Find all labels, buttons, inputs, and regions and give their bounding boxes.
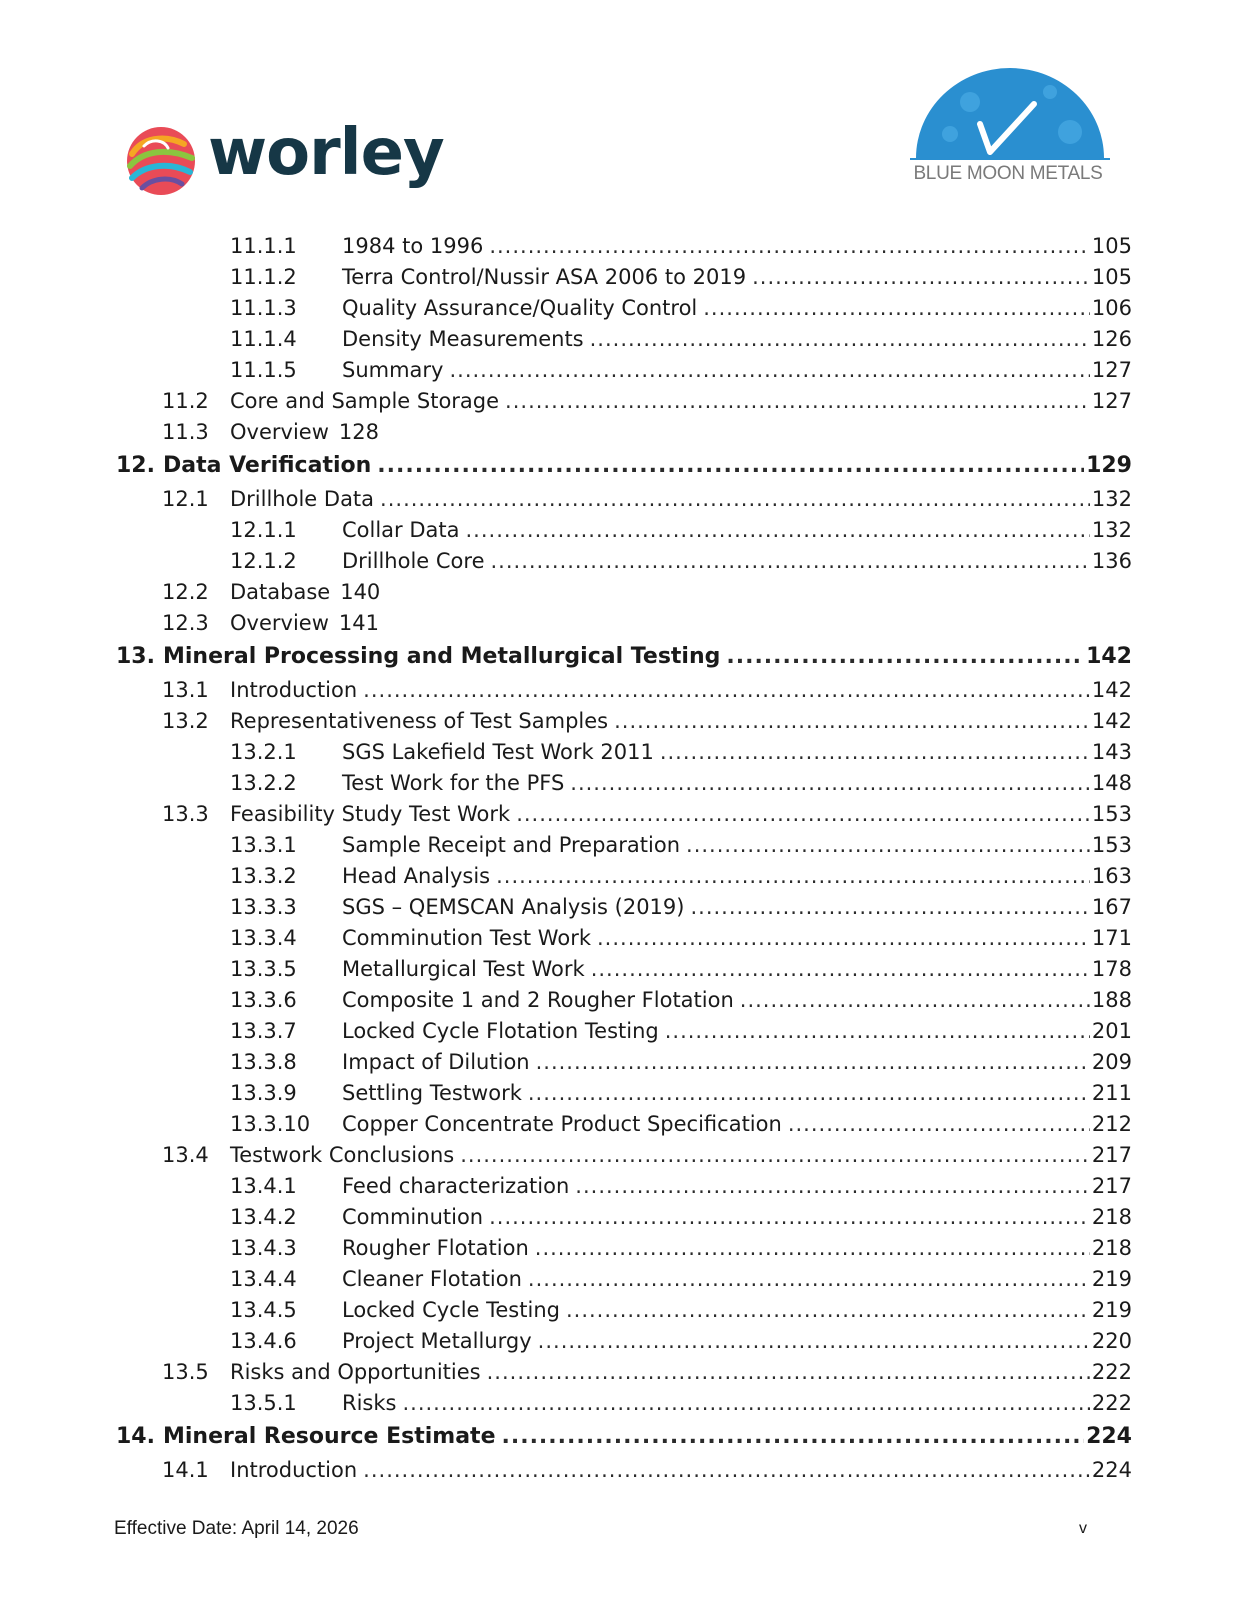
toc-entry-number: 13.3.9 [230, 1081, 297, 1105]
toc-entry-title: Cleaner Flotation [342, 1267, 522, 1291]
toc-dot-leader [460, 1140, 1090, 1171]
toc-entry-number: 13.3.2 [230, 864, 297, 888]
toc-entry-number: 13.4.6 [230, 1329, 297, 1353]
toc-entry[interactable] [116, 546, 1132, 577]
toc-dot-leader [535, 1233, 1090, 1264]
toc-entry-number: 13.2.2 [230, 771, 297, 795]
toc-entry-page: 132 [1091, 487, 1132, 511]
toc-entry-page: 153 [1091, 802, 1132, 826]
toc-entry-page: 218 [1091, 1205, 1132, 1229]
toc-dot-leader [502, 1419, 1085, 1455]
toc-entry-page: 143 [1091, 740, 1132, 764]
toc-entry-number: 12.2 [162, 580, 209, 604]
toc-entry[interactable] [116, 923, 1132, 954]
toc-dot-leader [703, 293, 1090, 324]
toc-entry-title: Density Measurements [342, 327, 584, 351]
toc-entry-page: 142 [1086, 644, 1132, 669]
toc-entry-title: Mineral Processing and Metallurgical Testing [162, 644, 721, 669]
toc-entry[interactable] [116, 799, 1132, 830]
toc-entry[interactable] [116, 1140, 1132, 1171]
toc-entry-title: SGS Lakefield Test Work 2011 [342, 740, 654, 764]
toc-entry-page: 171 [1091, 926, 1132, 950]
toc-dot-leader [489, 231, 1090, 262]
toc-entry-title: Composite 1 and 2 Rougher Flotation [342, 988, 734, 1012]
toc-entry[interactable] [116, 1295, 1132, 1326]
blue-moon-metals-logo [910, 62, 1110, 192]
toc-dot-leader [570, 768, 1090, 799]
toc-entry[interactable] [116, 1326, 1132, 1357]
toc-entry-title: Representativeness of Test Samples [230, 709, 609, 733]
toc-dot-leader [466, 515, 1090, 546]
toc-entry-title: Impact of Dilution [342, 1050, 530, 1074]
toc-entry-title: Database [230, 580, 331, 604]
toc-dot-leader [614, 706, 1090, 737]
toc-entry-title: 1984 to 1996 [342, 234, 484, 258]
blue-moon-metals-logo-text: BLUE MOON METALS [913, 163, 1103, 184]
toc-entry-number: 13.3.4 [230, 926, 297, 950]
toc-entry-number: 13.2.1 [230, 740, 297, 764]
toc-entry-number: 12.1 [162, 487, 209, 511]
toc-entry-number: 13.3.5 [230, 957, 297, 981]
toc-dot-leader [726, 639, 1084, 675]
toc-dot-leader [740, 985, 1090, 1016]
toc-entry-page: 188 [1091, 988, 1132, 1012]
toc-entry[interactable] [116, 892, 1132, 923]
toc-entry[interactable] [116, 1109, 1132, 1140]
toc-entry-page: 224 [1091, 1458, 1132, 1482]
toc-entry-title: Drillhole Data [230, 487, 375, 511]
toc-entry-title: Risks and Opportunities [230, 1360, 481, 1384]
toc-entry-number: 13.3.1 [230, 833, 297, 857]
toc-entry-number: 13.3.7 [230, 1019, 297, 1043]
moon-dome-icon [910, 62, 1110, 162]
toc-entry[interactable] [116, 1388, 1132, 1419]
toc-entry-page: 129 [1086, 453, 1132, 478]
toc-entry-page: 127 [1091, 389, 1132, 413]
toc-entry-title: Copper Concentrate Product Specification [342, 1112, 782, 1136]
toc-dot-leader [690, 892, 1089, 923]
toc-entry[interactable] [116, 1357, 1132, 1388]
toc-entry-page: 136 [1091, 549, 1132, 573]
toc-entry[interactable] [116, 417, 1132, 448]
toc-entry-title: Rougher Flotation [342, 1236, 529, 1260]
toc-entry-title: Testwork Conclusions [230, 1143, 455, 1167]
toc-entry[interactable] [116, 954, 1132, 985]
toc-entry-title: Locked Cycle Testing [342, 1298, 560, 1322]
toc-entry-page: 141 [338, 611, 379, 635]
toc-entry-page: 209 [1091, 1050, 1132, 1074]
toc-entry-title: Core and Sample Storage [230, 389, 500, 413]
toc-entry-page: 127 [1091, 358, 1132, 382]
toc-dot-leader [487, 1357, 1090, 1388]
toc-entry-number: 13.4.3 [230, 1236, 297, 1260]
toc-entry-number: 12. [116, 453, 155, 478]
toc-entry-number: 13.1 [162, 678, 209, 702]
toc-entry-page: 105 [1091, 265, 1132, 289]
toc-dot-leader [788, 1109, 1090, 1140]
toc-dot-leader [665, 1016, 1090, 1047]
toc-entry-number: 13.3.3 [230, 895, 297, 919]
toc-entry-number: 11.1.2 [230, 265, 297, 289]
toc-entry-title: Summary [342, 358, 444, 382]
toc-entry-title: Comminution [342, 1205, 484, 1229]
toc-entry-page: 222 [1091, 1360, 1132, 1384]
toc-entry-title: Drillhole Core [342, 549, 485, 573]
toc-entry-number: 12.1.2 [230, 549, 297, 573]
toc-entry-number: 13.4.2 [230, 1205, 297, 1229]
toc-dot-leader [449, 355, 1089, 386]
toc-entry-page: 218 [1091, 1236, 1132, 1260]
toc-entry-page: 212 [1091, 1112, 1132, 1136]
toc-dot-leader [516, 799, 1090, 830]
toc-entry-title: Feed characterization [342, 1174, 570, 1198]
toc-entry-title: Sample Receipt and Preparation [342, 833, 681, 857]
worley-logo-text: worley [208, 116, 444, 190]
toc-entry-page: 153 [1091, 833, 1132, 857]
toc-entry-page: 217 [1091, 1143, 1132, 1167]
toc-entry-page: 220 [1091, 1329, 1132, 1353]
toc-entry-page: 140 [340, 580, 381, 604]
toc-dot-leader [377, 448, 1084, 484]
toc-dot-leader [363, 1455, 1090, 1486]
toc-dot-leader [590, 324, 1090, 355]
toc-entry-title: Terra Control/Nussir ASA 2006 to 2019 [342, 265, 747, 289]
toc-entry-page: 201 [1091, 1019, 1132, 1043]
toc-dot-leader [660, 737, 1090, 768]
toc-entry-number: 12.3 [162, 611, 209, 635]
toc-entry[interactable] [116, 324, 1132, 355]
toc-entry[interactable] [116, 1078, 1132, 1109]
toc-entry-title: Settling Testwork [342, 1081, 522, 1105]
toc-entry-page: 167 [1091, 895, 1132, 919]
toc-entry[interactable] [116, 386, 1132, 417]
toc-entry-number: 13.4.5 [230, 1298, 297, 1322]
toc-dot-leader [686, 830, 1090, 861]
toc-entry-title: Data Verification [162, 453, 372, 478]
toc-entry-number: 13.5 [162, 1360, 209, 1384]
toc-entry[interactable] [116, 706, 1132, 737]
toc-entry[interactable] [116, 231, 1132, 262]
footer-page-number: v [1079, 1520, 1087, 1537]
toc-entry[interactable] [116, 639, 1132, 675]
toc-entry-page: 126 [1091, 327, 1132, 351]
table-of-contents [116, 231, 1132, 1486]
toc-entry-number: 13.3.10 [230, 1112, 311, 1136]
toc-entry-title: Collar Data [342, 518, 460, 542]
toc-entry-number: 14.1 [162, 1458, 209, 1482]
toc-entry[interactable] [116, 1264, 1132, 1295]
toc-entry-number: 13.3.8 [230, 1050, 297, 1074]
toc-entry-number: 12.1.1 [230, 518, 297, 542]
toc-dot-leader [566, 1295, 1090, 1326]
toc-entry-title: Mineral Resource Estimate [162, 1424, 496, 1449]
toc-entry[interactable] [116, 768, 1132, 799]
toc-entry-title: Quality Assurance/Quality Control [342, 296, 698, 320]
toc-dot-leader [597, 923, 1090, 954]
toc-dot-leader [528, 1264, 1090, 1295]
toc-entry-number: 13.2 [162, 709, 209, 733]
toc-entry-number: 13.4.1 [230, 1174, 297, 1198]
toc-dot-leader [402, 1388, 1089, 1419]
toc-entry-page: 219 [1091, 1298, 1132, 1322]
toc-entry[interactable] [116, 1016, 1132, 1047]
toc-entry-number: 13.3.6 [230, 988, 297, 1012]
toc-dot-leader [363, 675, 1090, 706]
toc-entry-page: 142 [1091, 678, 1132, 702]
toc-entry[interactable] [116, 830, 1132, 861]
toc-entry-number: 13.3 [162, 802, 209, 826]
toc-entry-title: Feasibility Study Test Work [230, 802, 511, 826]
toc-entry-title: Locked Cycle Flotation Testing [342, 1019, 659, 1043]
toc-entry-number: 11.3 [162, 420, 209, 444]
toc-entry-page: 217 [1091, 1174, 1132, 1198]
toc-entry-number: 13.5.1 [230, 1391, 297, 1415]
toc-entry[interactable] [116, 577, 1132, 608]
toc-entry-number: 13.4 [162, 1143, 209, 1167]
toc-dot-leader [591, 954, 1090, 985]
toc-entry-page: 163 [1091, 864, 1132, 888]
toc-entry[interactable] [116, 985, 1132, 1016]
toc-dot-leader [538, 1326, 1090, 1357]
toc-entry-number: 11.1.1 [230, 234, 297, 258]
toc-dot-leader [505, 386, 1090, 417]
toc-entry-page: 224 [1086, 1424, 1132, 1449]
toc-entry-page: 211 [1091, 1081, 1132, 1105]
toc-dot-leader [496, 861, 1090, 892]
toc-entry[interactable] [116, 1419, 1132, 1455]
toc-entry-title: Metallurgical Test Work [342, 957, 585, 981]
toc-entry[interactable] [116, 1171, 1132, 1202]
toc-entry-page: 148 [1091, 771, 1132, 795]
toc-entry-page: 105 [1091, 234, 1132, 258]
toc-entry[interactable] [116, 448, 1132, 484]
toc-entry-number: 11.1.5 [230, 358, 297, 382]
toc-dot-leader [536, 1047, 1090, 1078]
toc-entry[interactable] [116, 515, 1132, 546]
toc-entry-number: 13. [116, 644, 155, 669]
toc-entry-page: 219 [1091, 1267, 1132, 1291]
toc-entry[interactable] [116, 1455, 1132, 1486]
worley-swirl-icon [124, 124, 198, 198]
toc-entry-title: SGS – QEMSCAN Analysis (2019) [342, 895, 685, 919]
toc-entry[interactable] [116, 1233, 1132, 1264]
toc-entry[interactable] [116, 861, 1132, 892]
toc-entry-title: Overview [230, 611, 329, 635]
toc-entry[interactable] [116, 608, 1132, 639]
toc-entry-title: Introduction [230, 1458, 358, 1482]
toc-entry-page: 178 [1091, 957, 1132, 981]
toc-dot-leader [575, 1171, 1090, 1202]
toc-entry[interactable] [116, 484, 1132, 515]
toc-entry[interactable] [116, 1202, 1132, 1233]
toc-entry[interactable] [116, 355, 1132, 386]
toc-entry-number: 14. [116, 1424, 155, 1449]
toc-entry-title: Test Work for the PFS [342, 771, 565, 795]
toc-entry-page: 142 [1091, 709, 1132, 733]
toc-dot-leader [528, 1078, 1090, 1109]
toc-entry-page: 132 [1091, 518, 1132, 542]
toc-entry-number: 11.1.3 [230, 296, 297, 320]
toc-dot-leader [489, 1202, 1090, 1233]
toc-entry[interactable] [116, 262, 1132, 293]
toc-dot-leader [380, 484, 1090, 515]
toc-entry-title: Overview [230, 420, 329, 444]
toc-entry[interactable] [116, 1047, 1132, 1078]
toc-entry[interactable] [116, 293, 1132, 324]
toc-entry[interactable] [116, 675, 1132, 706]
footer-effective-date: Effective Date: April 14, 2026 [114, 1518, 359, 1539]
toc-entry-page: 128 [338, 420, 379, 444]
toc-entry-page: 106 [1091, 296, 1132, 320]
toc-entry-title: Project Metallurgy [342, 1329, 532, 1353]
toc-entry-number: 11.1.4 [230, 327, 297, 351]
toc-entry-title: Comminution Test Work [342, 926, 591, 950]
toc-entry-title: Head Analysis [342, 864, 491, 888]
toc-dot-leader [752, 262, 1090, 293]
worley-logo [124, 116, 444, 202]
toc-dot-leader [491, 546, 1090, 577]
toc-entry-number: 11.2 [162, 389, 209, 413]
toc-entry[interactable] [116, 737, 1132, 768]
toc-entry-page: 222 [1091, 1391, 1132, 1415]
toc-entry-title: Risks [342, 1391, 397, 1415]
toc-entry-number: 13.4.4 [230, 1267, 297, 1291]
toc-entry-title: Introduction [230, 678, 358, 702]
